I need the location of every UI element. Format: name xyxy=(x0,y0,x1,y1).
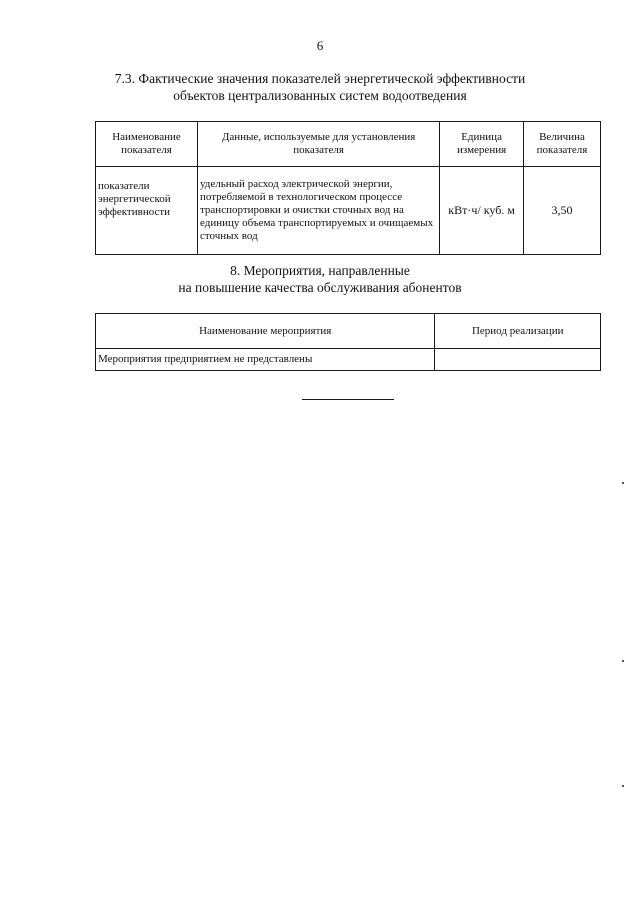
header-measure-name: Наименование мероприятия xyxy=(96,314,435,349)
table-row xyxy=(96,349,601,371)
cell-indicator-name: показатели энергетической эффективности xyxy=(96,167,198,255)
section-8-heading-line1: 8. Мероприятия, направленные xyxy=(230,263,410,278)
energy-efficiency-table xyxy=(95,121,601,255)
scan-mark xyxy=(622,785,624,787)
header-indicator-data: Данные, используемые для установления показателя xyxy=(197,122,439,167)
header-indicator-name: Наименование показателя xyxy=(96,122,198,167)
closing-rule xyxy=(302,399,394,400)
cell-indicator-data: удельный расход электрической энергии, потребляемой в технологическом процессе транспортировки и очистки сточных вод на единицу объема транспортируемых и очищаемых сточных вод xyxy=(197,167,439,255)
cell-value: 3,50 xyxy=(523,167,600,255)
measures-table xyxy=(95,313,601,371)
section-7-3-heading xyxy=(0,70,640,104)
section-8-heading xyxy=(0,262,640,296)
section-7-3-heading-line2: объектов централизованных систем водоотведения xyxy=(173,88,467,103)
cell-implementation-period xyxy=(435,349,601,371)
table-header-row xyxy=(96,314,601,349)
section-8-heading-line2: на повышение качества обслуживания абонентов xyxy=(178,280,462,295)
header-unit: Единица измерения xyxy=(440,122,524,167)
header-value: Величина показателя xyxy=(523,122,600,167)
cell-measure-name: Мероприятия предприятием не представлены xyxy=(96,349,435,371)
page-number: 6 xyxy=(316,38,324,53)
cell-unit: кВт·ч/ куб. м xyxy=(440,167,524,255)
header-implementation-period: Период реализации xyxy=(435,314,601,349)
scan-mark xyxy=(622,660,624,662)
scan-mark xyxy=(622,482,624,484)
section-7-3-heading-line1: 7.3. Фактические значения показателей энергетической эффективности xyxy=(114,71,526,86)
table-header-row xyxy=(96,122,601,167)
table-row xyxy=(96,167,601,255)
